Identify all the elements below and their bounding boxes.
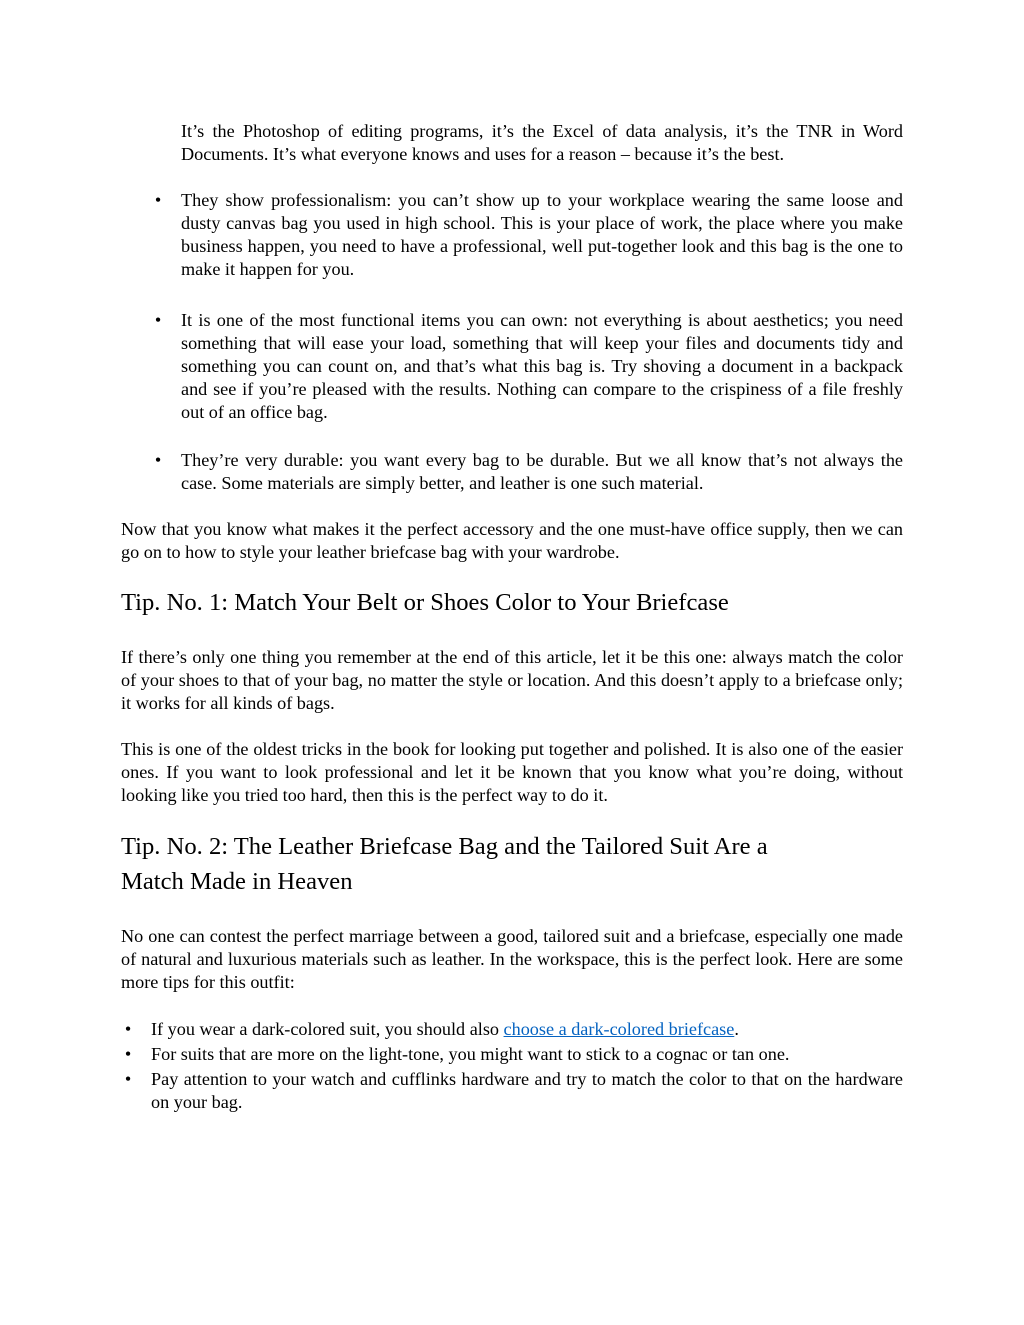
transition-paragraph: Now that you know what makes it the perfect accessory and the one must-have office supply, then we can go on to how to style your leather briefcase bag with your wardrobe. — [121, 519, 903, 562]
bullet-glyph: • — [154, 310, 162, 330]
tip2-heading-line-2: Match Made in Heaven — [121, 868, 353, 895]
list-item — [154, 449, 903, 495]
list-item-text: It is one of the most functional items you can own: not everything is about aesthetics; you need something that will ease your load, something that will keep your files and documents tidy and something you can count on, and that’s what this bag is. Try shoving a document in a backpack and see if you’re pleased with the results. Nothing can compare to the crispiness of a file freshly out of an office bag. — [181, 310, 903, 422]
list-item-text: Pay attention to your watch and cufflinks hardware and try to match the color to that on the hardware on your bag. — [151, 1069, 903, 1112]
tip1-paragraph-1: If there’s only one thing you remember at the end of this article, let it be this one: always match the color of your shoes to that of your bag, no matter the style or location. And this doesn’t apply to a briefcase only; it works for all kinds of bags. — [121, 647, 903, 713]
tip2-heading-line-1: Tip. No. 2: The Leather Briefcase Bag and the Tailored Suit Are a — [121, 833, 768, 860]
list-item-text: They show professionalism: you can’t show up to your workplace wearing the same loose and dusty canvas bag you used in high school. This is your place of work, the place where you make business happen, you need to have a professional, well put-together look and this bag is the one to make it happen for you. — [181, 190, 903, 279]
list-item-text: For suits that are more on the light-tone, you might want to stick to a cognac or tan one. — [151, 1044, 790, 1064]
tip1-paragraph-2: This is one of the oldest tricks in the book for looking put together and polished. It is also one of the easier ones. If you want to look professional and let it be known that you know what you’re doing, without looking like you tried too hard, then this is the perfect way to do it. — [121, 739, 903, 805]
bullet-glyph: • — [154, 450, 162, 470]
list-item — [124, 1068, 903, 1114]
list-item — [154, 309, 903, 424]
list-item — [154, 189, 903, 281]
bullet-glyph: • — [124, 1019, 132, 1039]
list-item-text — [151, 1018, 903, 1041]
dark-briefcase-link[interactable]: choose a dark-colored briefcase — [503, 1019, 735, 1039]
continuation-paragraph: It’s the Photoshop of editing programs, it’s the Excel of data analysis, it’s the TNR in Word Documents. It’s what everyone knows and uses for a reason – because it’s the best. — [181, 121, 903, 164]
bullet-glyph: • — [154, 190, 162, 210]
list-item — [124, 1043, 903, 1066]
list-item-text-suffix: . — [734, 1019, 739, 1039]
bullet-glyph: • — [124, 1044, 132, 1064]
list-item-text: They’re very durable: you want every bag to be durable. But we all know that’s not always the case. Some materials are simply better, and leather is one such material. — [181, 450, 903, 493]
tip1-heading: Tip. No. 1: Match Your Belt or Shoes Color to Your Briefcase — [121, 589, 729, 616]
tip2-paragraph: No one can contest the perfect marriage between a good, tailored suit and a briefcase, especially one made of natural and luxurious materials such as leather. In the workspace, this is the perfect look. Here are some more tips for this outfit: — [121, 926, 903, 992]
list-item-text-prefix: If you wear a dark-colored suit, you should also — [151, 1019, 504, 1039]
list-item — [124, 1018, 903, 1041]
tip2-heading — [121, 829, 903, 899]
bullet-glyph: • — [124, 1069, 132, 1089]
